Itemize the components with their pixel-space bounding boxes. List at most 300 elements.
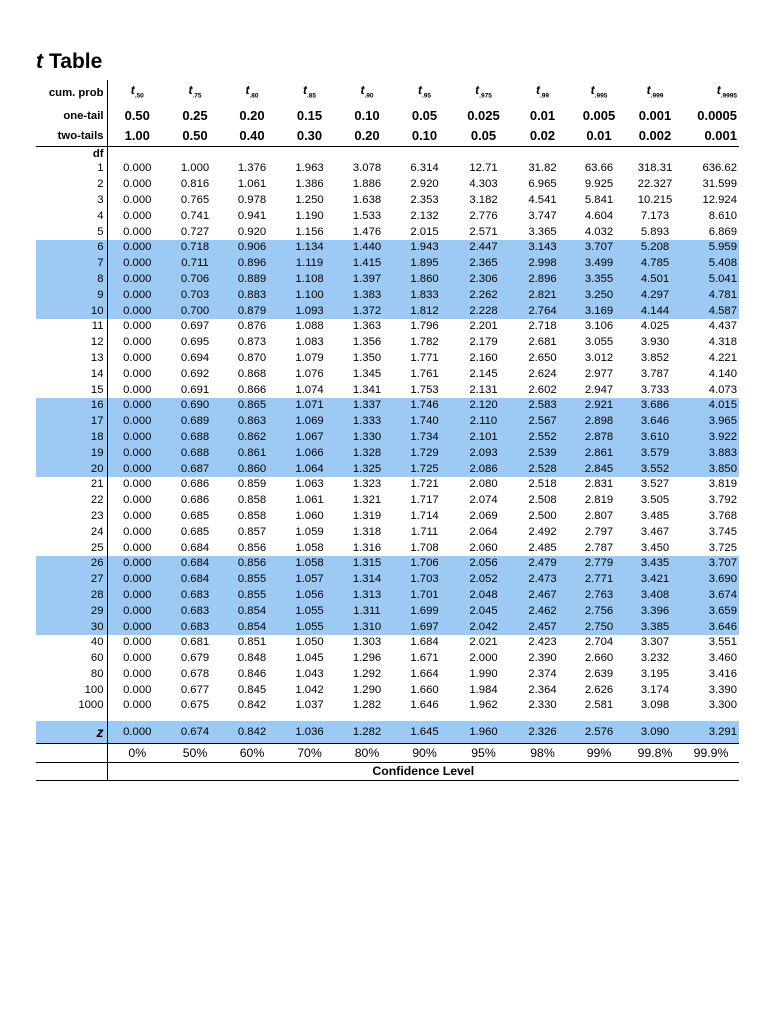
value-cell: 0.000 xyxy=(123,509,152,522)
value-cell: 3.460 xyxy=(708,652,737,665)
empty-cell xyxy=(683,147,739,162)
value-cell: 1.061 xyxy=(237,178,267,191)
df-cell: 6 xyxy=(36,240,107,256)
value-cell: 1.671 xyxy=(410,652,439,665)
value-cell: 1.345 xyxy=(352,367,382,380)
table-row xyxy=(36,240,739,256)
value-cell: 2.462 xyxy=(514,604,571,620)
header-value: 0.02 xyxy=(514,126,571,147)
value-cell: 0.000 xyxy=(107,288,167,304)
value-cell: 0.703 xyxy=(167,288,223,304)
value-cell: 2.132 xyxy=(410,209,439,222)
value-cell: 1.963 xyxy=(295,162,324,175)
value-cell: 0.870 xyxy=(237,351,267,364)
value-cell: 0.000 xyxy=(123,162,152,175)
value-cell: 2.567 xyxy=(514,414,571,430)
value-cell: 31.599 xyxy=(702,178,737,191)
value-cell: 0.000 xyxy=(123,478,152,491)
value-cell: 1.055 xyxy=(281,604,338,620)
t-subscript: .975 xyxy=(479,92,492,100)
value-cell: 3.250 xyxy=(571,288,627,304)
value-cell: 0.000 xyxy=(107,398,167,414)
value-cell: 2.120 xyxy=(453,398,514,414)
value-cell: 2.262 xyxy=(453,288,514,304)
table-row xyxy=(36,683,739,699)
value-cell: 0.854 xyxy=(223,604,281,620)
title-t: t xyxy=(36,50,43,73)
df-cell: 100 xyxy=(36,683,107,699)
value-cell: 3.551 xyxy=(708,636,737,649)
value-cell: 0.727 xyxy=(180,225,210,238)
value-cell: 1.721 xyxy=(410,478,439,491)
value-cell: 1.684 xyxy=(410,636,439,649)
z-value-cell: 0.842 xyxy=(223,721,281,744)
t-subscript: .995 xyxy=(594,92,608,100)
value-cell: 1.296 xyxy=(352,652,382,665)
confidence-row xyxy=(36,744,739,763)
header-value: 0.30 xyxy=(281,126,338,147)
value-cell: 0.858 xyxy=(237,494,267,507)
table-row xyxy=(36,272,739,288)
confidence-value: 70% xyxy=(281,744,338,763)
value-cell: 2.390 xyxy=(528,652,557,665)
t-symbol: t xyxy=(535,83,540,97)
value-cell: 2.110 xyxy=(453,414,514,430)
df-cell: 7 xyxy=(36,256,107,272)
value-cell: 1.646 xyxy=(410,699,439,712)
value-cell: 3.787 xyxy=(640,367,670,380)
table-row xyxy=(36,509,739,525)
value-cell: 1.083 xyxy=(295,336,324,349)
t-subscript: .90 xyxy=(364,92,374,100)
value-cell: 1.703 xyxy=(396,572,453,588)
value-cell: 2.650 xyxy=(528,351,557,364)
value-cell: 1.282 xyxy=(352,699,382,712)
empty-cell xyxy=(167,147,223,162)
value-cell: 1.533 xyxy=(352,209,382,222)
confidence-value: 99.9% xyxy=(683,744,739,763)
confidence-value: 95% xyxy=(453,744,514,763)
df-cell: 40 xyxy=(36,635,107,651)
value-cell: 0.697 xyxy=(180,320,210,333)
value-cell: 0.879 xyxy=(223,304,281,320)
df-cell: 16 xyxy=(36,398,107,414)
value-cell: 0.854 xyxy=(223,620,281,636)
value-cell: 3.819 xyxy=(708,478,737,491)
value-cell: 5.208 xyxy=(627,240,683,256)
z-value-cell: 0.000 xyxy=(107,721,167,744)
value-cell: 1.886 xyxy=(352,178,382,191)
value-cell: 2.473 xyxy=(514,572,571,588)
value-cell: 4.781 xyxy=(683,288,739,304)
cum-prob-header-cell xyxy=(627,80,683,106)
value-cell: 1.729 xyxy=(396,446,453,462)
table-row xyxy=(36,161,739,177)
value-cell: 1.337 xyxy=(338,398,396,414)
value-cell: 1.341 xyxy=(352,383,382,396)
value-cell: 0.692 xyxy=(180,367,210,380)
df-cell: 11 xyxy=(36,319,107,335)
value-cell: 2.764 xyxy=(514,304,571,320)
value-cell: 1.050 xyxy=(295,636,324,649)
value-cell: 63.66 xyxy=(584,162,614,175)
z-value-cell: 2.576 xyxy=(571,721,627,744)
value-cell: 2.750 xyxy=(571,620,627,636)
value-cell: 0.861 xyxy=(223,446,281,462)
cum-prob-header-cell xyxy=(223,80,281,106)
t-symbol: t xyxy=(302,83,307,97)
header-value: 0.10 xyxy=(396,126,453,147)
value-cell: 0.685 xyxy=(180,509,210,522)
value-cell: 0.000 xyxy=(123,652,152,665)
value-cell: 3.098 xyxy=(640,699,670,712)
t-subscript: .95 xyxy=(421,92,432,100)
value-cell: 1.057 xyxy=(281,572,338,588)
value-cell: 3.385 xyxy=(627,620,683,636)
value-cell: 0.694 xyxy=(180,351,210,364)
value-cell: 1.328 xyxy=(338,446,396,462)
value-cell: 2.977 xyxy=(584,367,614,380)
value-cell: 1.000 xyxy=(180,162,210,175)
value-cell: 2.763 xyxy=(571,588,627,604)
value-cell: 0.000 xyxy=(107,272,167,288)
value-cell: 0.700 xyxy=(167,304,223,320)
value-cell: 4.318 xyxy=(708,336,737,349)
value-cell: 0.000 xyxy=(123,525,152,538)
value-cell: 2.080 xyxy=(469,478,498,491)
table-row xyxy=(36,367,739,383)
value-cell: 0.000 xyxy=(107,240,167,256)
df-cell: 4 xyxy=(36,209,107,225)
value-cell: 1.699 xyxy=(396,604,453,620)
value-cell: 0.000 xyxy=(107,256,167,272)
value-cell: 3.707 xyxy=(571,240,627,256)
value-cell: 0.941 xyxy=(237,209,267,222)
value-cell: 0.000 xyxy=(123,320,152,333)
value-cell: 1.190 xyxy=(295,209,324,222)
value-cell: 1.895 xyxy=(396,256,453,272)
value-cell: 1.108 xyxy=(281,272,338,288)
table-row xyxy=(36,446,739,462)
value-cell: 4.144 xyxy=(627,304,683,320)
empty-cell xyxy=(36,744,107,763)
value-cell: 3.930 xyxy=(640,336,670,349)
df-cell: 27 xyxy=(36,572,107,588)
value-cell: 0.845 xyxy=(237,683,267,696)
table-row xyxy=(36,572,739,588)
value-cell: 4.032 xyxy=(584,225,614,238)
header-value: 0.002 xyxy=(627,126,683,147)
df-cell: 80 xyxy=(36,667,107,683)
value-cell: 0.690 xyxy=(167,398,223,414)
cum-prob-header-cell xyxy=(338,80,396,106)
value-cell: 0.000 xyxy=(123,225,152,238)
value-cell: 6.314 xyxy=(410,162,439,175)
header-value: 0.001 xyxy=(683,126,739,147)
value-cell: 3.390 xyxy=(708,683,737,696)
value-cell: 12.71 xyxy=(469,162,498,175)
value-cell: 0.816 xyxy=(180,178,210,191)
header-value: 0.01 xyxy=(571,126,627,147)
table-row xyxy=(36,462,739,478)
empty-cell xyxy=(338,147,396,162)
value-cell: 3.421 xyxy=(627,572,683,588)
table-row xyxy=(36,383,739,399)
table-row xyxy=(36,177,739,193)
value-cell: 1.796 xyxy=(410,320,439,333)
value-cell: 2.374 xyxy=(528,667,557,680)
value-cell: 0.000 xyxy=(123,699,152,712)
value-cell: 0.000 xyxy=(107,620,167,636)
value-cell: 1.321 xyxy=(352,494,382,507)
value-cell: 0.857 xyxy=(237,525,267,538)
df-cell: 60 xyxy=(36,651,107,667)
value-cell: 0.681 xyxy=(180,636,210,649)
value-cell: 2.052 xyxy=(453,572,514,588)
value-cell: 0.000 xyxy=(123,209,152,222)
value-cell: 2.626 xyxy=(584,683,614,696)
df-cell: 13 xyxy=(36,351,107,367)
value-cell: 0.685 xyxy=(180,525,210,538)
value-cell: 1.943 xyxy=(396,240,453,256)
value-cell: 3.499 xyxy=(571,256,627,272)
value-cell: 0.848 xyxy=(237,652,267,665)
table-row xyxy=(36,398,739,414)
empty-cell xyxy=(107,147,167,162)
df-cell: 5 xyxy=(36,225,107,241)
value-cell: 2.467 xyxy=(514,588,571,604)
value-cell: 0.683 xyxy=(167,588,223,604)
df-cell: 2 xyxy=(36,177,107,193)
value-cell: 0.000 xyxy=(123,367,152,380)
value-cell: 2.045 xyxy=(453,604,514,620)
value-cell: 2.920 xyxy=(410,178,439,191)
z-value-cell: 1.282 xyxy=(338,721,396,744)
df-cell: 1000 xyxy=(36,698,107,714)
value-cell: 1.066 xyxy=(281,446,338,462)
value-cell: 1.350 xyxy=(352,351,382,364)
header-label: two-tails xyxy=(36,126,107,147)
value-cell: 4.501 xyxy=(627,272,683,288)
value-cell: 2.998 xyxy=(514,256,571,272)
value-cell: 0.000 xyxy=(123,351,152,364)
value-cell: 1.701 xyxy=(396,588,453,604)
value-cell: 1.664 xyxy=(410,667,439,680)
value-cell: 3.850 xyxy=(683,462,739,478)
value-cell: 1.333 xyxy=(338,414,396,430)
table-row xyxy=(36,256,739,272)
value-cell: 1.323 xyxy=(352,478,382,491)
value-cell: 2.797 xyxy=(584,525,614,538)
value-cell: 1.093 xyxy=(281,304,338,320)
value-cell: 1.697 xyxy=(396,620,453,636)
empty-cell xyxy=(683,714,739,721)
value-cell: 1.064 xyxy=(281,462,338,478)
value-cell: 10.215 xyxy=(637,193,673,206)
value-cell: 1.984 xyxy=(469,683,498,696)
value-cell: 0.686 xyxy=(180,478,210,491)
value-cell: 3.416 xyxy=(708,667,737,680)
value-cell: 3.182 xyxy=(469,193,498,206)
value-cell: 2.571 xyxy=(469,225,498,238)
value-cell: 0.691 xyxy=(180,383,210,396)
value-cell: 2.364 xyxy=(528,683,557,696)
value-cell: 4.437 xyxy=(708,320,737,333)
value-cell: 1.316 xyxy=(352,541,382,554)
t-subscript: .85 xyxy=(306,92,317,100)
confidence-value: 80% xyxy=(338,744,396,763)
confidence-value: 99% xyxy=(571,744,627,763)
value-cell: 2.528 xyxy=(514,462,571,478)
value-cell: 1.363 xyxy=(352,320,382,333)
value-cell: 3.852 xyxy=(640,351,670,364)
value-cell: 1.753 xyxy=(410,383,439,396)
value-cell: 0.906 xyxy=(223,240,281,256)
value-cell: 1.315 xyxy=(338,556,396,572)
value-cell: 0.000 xyxy=(123,636,152,649)
z-row xyxy=(36,721,739,744)
table-row xyxy=(36,620,739,636)
value-cell: 6.965 xyxy=(528,178,557,191)
header-value: 0.10 xyxy=(354,108,380,124)
table-row xyxy=(36,430,739,446)
value-cell: 0.675 xyxy=(180,699,210,712)
value-cell: 3.408 xyxy=(627,588,683,604)
value-cell: 1.058 xyxy=(295,541,324,554)
value-cell: 1.292 xyxy=(352,667,382,680)
value-cell: 1.708 xyxy=(410,541,439,554)
value-cell: 0.687 xyxy=(167,462,223,478)
value-cell: 0.711 xyxy=(167,256,223,272)
value-cell: 3.467 xyxy=(640,525,670,538)
spacer-row xyxy=(36,714,739,721)
value-cell: 1.397 xyxy=(338,272,396,288)
empty-cell xyxy=(396,714,453,721)
value-cell: 0.920 xyxy=(237,225,267,238)
value-cell: 2.718 xyxy=(528,320,557,333)
df-cell: 18 xyxy=(36,430,107,446)
value-cell: 3.169 xyxy=(571,304,627,320)
table-row xyxy=(36,604,739,620)
value-cell: 3.745 xyxy=(708,525,737,538)
value-cell: 3.792 xyxy=(708,494,737,507)
value-cell: 0.000 xyxy=(107,604,167,620)
z-value-cell: 1.036 xyxy=(281,721,338,744)
value-cell: 0.677 xyxy=(180,683,210,696)
value-cell: 0.741 xyxy=(180,209,210,222)
value-cell: 3.659 xyxy=(683,604,739,620)
df-cell: 22 xyxy=(36,493,107,509)
table-row xyxy=(36,493,739,509)
value-cell: 2.583 xyxy=(514,398,571,414)
value-cell: 3.174 xyxy=(640,683,670,696)
table-row xyxy=(36,319,739,335)
value-cell: 2.821 xyxy=(514,288,571,304)
value-cell: 3.922 xyxy=(683,430,739,446)
df-cell: 1 xyxy=(36,161,107,177)
df-cell: 21 xyxy=(36,477,107,493)
value-cell: 1.303 xyxy=(352,636,382,649)
z-value-cell: 3.090 xyxy=(627,721,683,744)
value-cell: 0.858 xyxy=(237,509,267,522)
table-row xyxy=(36,193,739,209)
value-cell: 2.306 xyxy=(453,272,514,288)
value-cell: 3.435 xyxy=(627,556,683,572)
value-cell: 4.604 xyxy=(584,209,614,222)
value-cell: 1.318 xyxy=(352,525,382,538)
value-cell: 0.688 xyxy=(167,446,223,462)
cum-prob-header-cell xyxy=(281,80,338,106)
table-row xyxy=(36,588,739,604)
value-cell: 3.143 xyxy=(514,240,571,256)
value-cell: 9.925 xyxy=(584,178,614,191)
t-symbol: t xyxy=(130,83,135,97)
df-cell: 17 xyxy=(36,414,107,430)
confidence-value: 0% xyxy=(107,744,167,763)
value-cell: 2.639 xyxy=(584,667,614,680)
header-value: 0.05 xyxy=(411,108,438,124)
empty-cell xyxy=(223,147,281,162)
confidence-value: 98% xyxy=(514,744,571,763)
title-text: Table xyxy=(49,50,103,73)
empty-cell xyxy=(36,763,107,781)
header-value: 0.025 xyxy=(467,108,500,124)
table-row xyxy=(36,541,739,557)
value-cell: 2.479 xyxy=(514,556,571,572)
confidence-level-label: Confidence Level xyxy=(107,763,739,781)
cum-prob-header-cell xyxy=(571,80,627,106)
value-cell: 2.093 xyxy=(453,446,514,462)
t-table xyxy=(36,80,739,781)
value-cell: 3.690 xyxy=(683,572,739,588)
value-cell: 2.819 xyxy=(584,494,614,507)
table-row xyxy=(36,209,739,225)
value-cell: 0.765 xyxy=(180,193,210,206)
value-cell: 0.706 xyxy=(167,272,223,288)
value-cell: 4.025 xyxy=(640,320,670,333)
value-cell: 0.866 xyxy=(237,383,267,396)
value-cell: 2.086 xyxy=(453,462,514,478)
table-row xyxy=(36,651,739,667)
value-cell: 3.055 xyxy=(584,336,614,349)
confidence-value: 50% xyxy=(167,744,223,763)
value-cell: 2.861 xyxy=(571,446,627,462)
value-cell: 31.82 xyxy=(528,162,557,175)
value-cell: 2.485 xyxy=(528,541,557,554)
value-cell: 0.718 xyxy=(167,240,223,256)
value-cell: 2.831 xyxy=(584,478,614,491)
value-cell: 1.330 xyxy=(338,430,396,446)
z-value-cell: 3.291 xyxy=(683,721,739,744)
value-cell: 0.842 xyxy=(237,699,267,712)
df-cell: 9 xyxy=(36,288,107,304)
table-row xyxy=(36,335,739,351)
table-row xyxy=(36,351,739,367)
value-cell: 1.962 xyxy=(469,699,498,712)
value-cell: 2.457 xyxy=(514,620,571,636)
value-cell: 2.074 xyxy=(469,494,498,507)
value-cell: 0.863 xyxy=(223,414,281,430)
value-cell: 22.327 xyxy=(637,178,673,191)
header-label: cum. prob xyxy=(36,80,107,106)
value-cell: 3.646 xyxy=(627,414,683,430)
value-cell: 0.000 xyxy=(123,667,152,680)
t-subscript: .9995 xyxy=(720,92,737,100)
empty-cell xyxy=(396,147,453,162)
value-cell: 1.310 xyxy=(338,620,396,636)
value-cell: 0.679 xyxy=(180,652,210,665)
value-cell: 1.156 xyxy=(295,225,324,238)
